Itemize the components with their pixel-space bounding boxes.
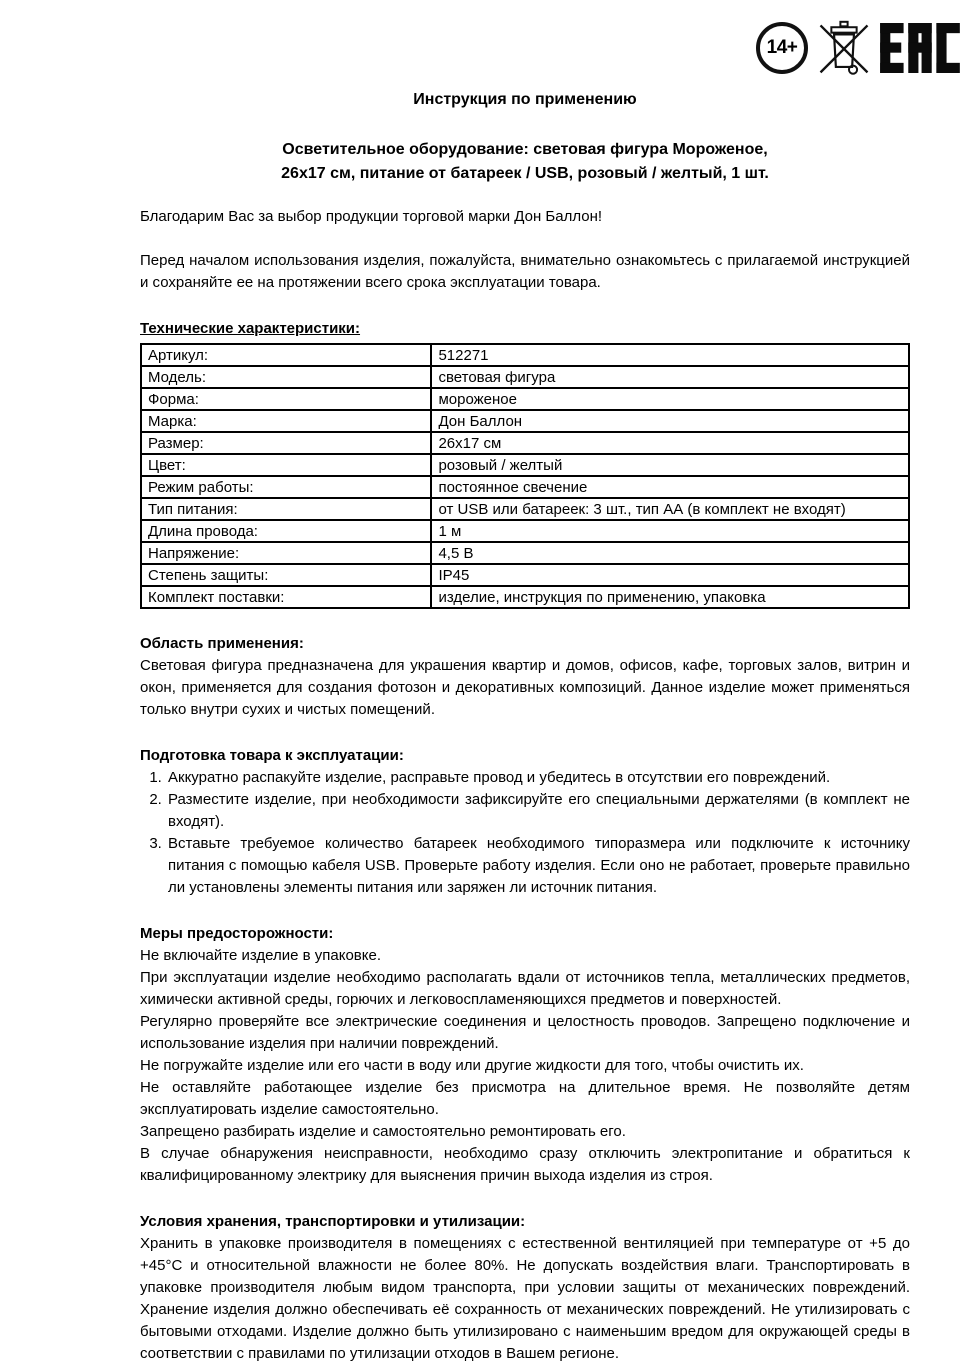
spec-value: световая фигура [431,366,909,388]
spec-row [141,432,909,454]
product-subtitle-line1: Осветительное оборудование: световая фигура Мороженое, [282,141,768,158]
spec-row [141,366,909,388]
weee-crossed-bin-icon [817,20,871,76]
spec-label: Цвет: [141,454,431,476]
spec-label: Комплект поставки: [141,586,431,608]
spec-label: Тип питания: [141,498,431,520]
spec-label: Марка: [141,410,431,432]
spec-value: розовый / желтый [431,454,909,476]
spec-row [141,388,909,410]
spec-label: Режим работы: [141,476,431,498]
spec-row [141,564,909,586]
age-rating-icon [756,22,808,74]
preparation-step: 3. Вставьте требуемое количество батареек необходимого типоразмера или подключите к источнику питания с помощью кабеля USB. Проверьте работу изделия. Если оно не работает, проверьте правильно ли установлены элементы питания или заряжен ли источник питания. [166,833,910,899]
spec-row [141,498,909,520]
precaution-paragraph: В случае обнаружения неисправности, необходимо сразу отключить электропитание и обратиться к квалифицированному электрику для выяснения причин выхода изделия из строя. [140,1145,910,1184]
spec-row [141,344,909,366]
specs-table [140,343,910,609]
precaution-paragraph: Регулярно проверяйте все электрические соединения и целостность проводов. Запрещено подключение и использование изделия при наличии повреждений. [140,1013,910,1052]
age-rating-label: 14+ [766,37,798,58]
storage-text: Хранить в упаковке производителя в помещениях с естественной вентиляцией при температуре от +5 до +45°С и относительной влажности не более 80%. Не допускать воздействия влаги. Транспортировать в упаковке производителя любым видом транспорта, при условии защиты от механических повреждений. Хранение изделия должно обеспечивать её сохранность от механических повреждений. Не утилизировать с бытовыми отходами. Изделие должно быть утилизировано с наименьшим вредом для окружающей среды в соответствии с правилами по утилизации отходов в Вашем регионе. [140,1235,910,1362]
preparation-steps [140,767,910,899]
product-subtitle-line2: 26х17 см, питание от батареек / USB, розовый / желтый, 1 шт. [281,165,769,182]
precaution-paragraph: Запрещено разбирать изделие и самостоятельно ремонтировать его. [140,1123,626,1140]
spec-value: Дон Баллон [431,410,909,432]
spec-label: Степень защиты: [141,564,431,586]
spec-label: Форма: [141,388,431,410]
precaution-paragraph: При эксплуатации изделие необходимо располагать вдали от источников тепла, металлических предметов, химически активной среды, горючих и легковоспламеняющихся предметов и поверхностей. [140,969,910,1008]
storage-heading: Условия хранения, транспортировки и утилизации: [140,1213,526,1230]
spec-value: постоянное свечение [431,476,909,498]
section-specs [140,318,910,609]
spec-value: мороженое [431,388,909,410]
header-icons [756,20,960,76]
section-storage [140,1211,910,1365]
spec-row [141,542,909,564]
section-preparation [140,745,910,899]
spec-label: Размер: [141,432,431,454]
area-of-use-heading: Область применения: [140,635,304,652]
spec-row [141,476,909,498]
spec-value: 512271 [431,344,909,366]
spec-label: Артикул: [141,344,431,366]
area-of-use-text: Световая фигура предназначена для украшения квартир и домов, офисов, кафе, торговых залов, витрин и окон, применяется для создания фотозон и декоративных композиций. Данное изделие может применяться только внутри сухих и чистых помещений. [140,657,910,718]
specs-heading: Технические характеристики: [140,320,361,337]
spec-value: 26х17 см [431,432,909,454]
spec-label: Длина провода: [141,520,431,542]
spec-label: Напряжение: [141,542,431,564]
spec-value: IP45 [431,564,909,586]
precautions-paragraphs [140,945,910,1187]
page-title: Инструкция по применению [413,91,637,108]
spec-value: 4,5 В [431,542,909,564]
section-precautions [140,923,910,1187]
spec-row [141,520,909,542]
preparation-heading: Подготовка товара к эксплуатации: [140,747,404,764]
intro-thanks: Благодарим Вас за выбор продукции торговой марки Дон Баллон! [140,208,603,225]
precaution-paragraph: Не погружайте изделие или его части в воду или другие жидкости для того, чтобы очистить их. [140,1057,804,1074]
spec-row [141,586,909,608]
intro-note: Перед началом использования изделия, пожалуйста, внимательно ознакомьтесь с прилагаемой инструкцией и сохраняйте ее на протяжении всего срока эксплуатации товара. [140,252,910,291]
section-area-of-use [140,633,910,721]
spec-value: 1 м [431,520,909,542]
spec-row [141,454,909,476]
preparation-step: 1. Аккуратно распакуйте изделие, расправьте провод и убедитесь в отсутствии его повреждений. [166,767,910,789]
product-subtitle [140,138,910,186]
spec-value: изделие, инструкция по применению, упаковка [431,586,909,608]
spec-value: от USB или батареек: 3 шт., тип АА (в комплект не входят) [431,498,909,520]
spec-row [141,410,909,432]
eac-mark-icon [880,23,960,73]
preparation-step: 2. Разместите изделие, при необходимости зафиксируйте его специальными держателями (в комплект не входят). [166,789,910,833]
precaution-paragraph: Не включайте изделие в упаковке. [140,947,382,964]
spec-label: Модель: [141,366,431,388]
precautions-heading: Меры предосторожности: [140,925,334,942]
precaution-paragraph: Не оставляйте работающее изделие без присмотра на длительное время. Не позволяйте детям эксплуатировать изделие самостоятельно. [140,1079,910,1118]
